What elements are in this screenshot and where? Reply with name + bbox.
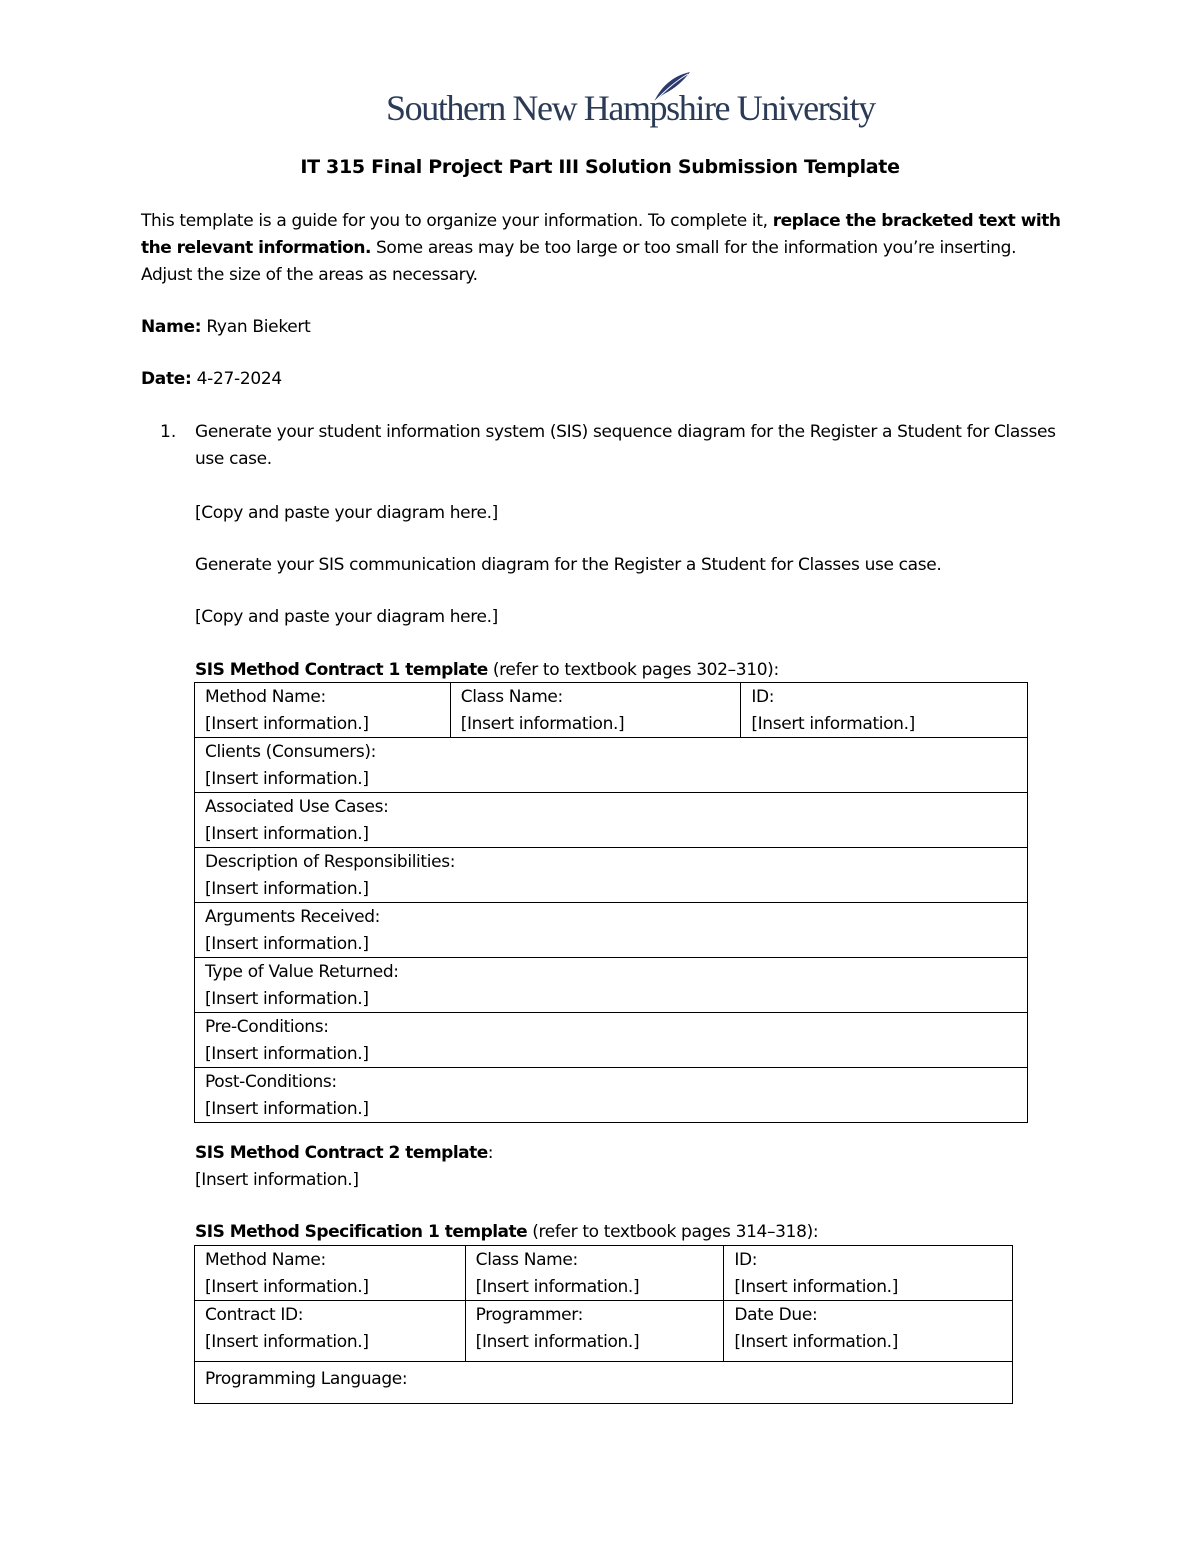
class-name-value[interactable]: [Insert information.]	[460, 713, 625, 734]
table-row	[195, 1301, 1013, 1362]
method-specification-1-table	[194, 1245, 1013, 1404]
clients-value[interactable]: [Insert information.]	[205, 768, 369, 789]
clients-cell[interactable]	[195, 738, 1028, 793]
table-row	[195, 1362, 1013, 1404]
contract2-heading-bold: SIS Method Contract 2 template	[195, 1143, 488, 1163]
spec1-heading-rest: (refer to textbook pages 314–318):	[527, 1222, 819, 1242]
id-label: ID:	[751, 687, 775, 707]
date-due-value[interactable]: [Insert information.]	[734, 1331, 898, 1352]
item1-prompt-2: Generate your SIS communication diagram for the Register a Student for Classes use case.	[195, 555, 942, 575]
intro-text-1: This template is a guide for you to organize your information. To complete it,	[141, 211, 773, 231]
spec-class-name-cell[interactable]	[465, 1246, 724, 1301]
contract1-heading-bold: SIS Method Contract 1 template	[195, 660, 488, 680]
list-item-number: 1.	[160, 422, 177, 442]
use-cases-value[interactable]: [Insert information.]	[205, 823, 369, 844]
table-row	[195, 958, 1028, 1013]
name-field	[141, 314, 311, 341]
return-type-cell[interactable]	[195, 958, 1028, 1013]
date-due-label: Date Due:	[734, 1305, 818, 1325]
spec1-heading	[195, 1219, 1065, 1246]
table-row	[195, 683, 1028, 738]
table-row	[195, 903, 1028, 958]
spec-class-name-value[interactable]: [Insert information.]	[475, 1276, 640, 1297]
contract2-placeholder[interactable]: [Insert information.]	[195, 1170, 359, 1190]
name-value[interactable]: Ryan Biekert	[201, 317, 311, 337]
table-row	[195, 1068, 1028, 1123]
table-row	[195, 793, 1028, 848]
return-type-value[interactable]: [Insert information.]	[205, 988, 369, 1009]
programmer-label: Programmer:	[475, 1305, 583, 1325]
spec-id-value[interactable]: [Insert information.]	[734, 1276, 898, 1297]
post-conditions-cell[interactable]	[195, 1068, 1028, 1123]
method-contract-1-table	[194, 682, 1028, 1123]
contract-id-value[interactable]: [Insert information.]	[205, 1331, 369, 1352]
item1-prompt: Generate your student information system (SIS) sequence diagram for the Register a Student for Classes use case.	[195, 422, 1056, 469]
intro-bold-instruction: replace the bracketed text with the relevant information.	[141, 211, 1061, 258]
diagram-placeholder-1[interactable]: [Copy and paste your diagram here.]	[195, 503, 498, 523]
spec-method-name-label: Method Name:	[205, 1250, 326, 1270]
spec-method-name-value[interactable]: [Insert information.]	[205, 1276, 369, 1297]
date-label: Date:	[141, 369, 192, 389]
date-due-cell[interactable]	[724, 1301, 1013, 1362]
diagram-placeholder-2[interactable]: [Copy and paste your diagram here.]	[195, 607, 498, 627]
pre-conditions-cell[interactable]	[195, 1013, 1028, 1068]
pre-conditions-value[interactable]: [Insert information.]	[205, 1043, 369, 1064]
spec1-heading-bold: SIS Method Specification 1 template	[195, 1222, 528, 1242]
responsibilities-cell[interactable]	[195, 848, 1028, 903]
spec-class-name-label: Class Name:	[475, 1250, 578, 1270]
programmer-value[interactable]: [Insert information.]	[475, 1331, 640, 1352]
programming-language-label: Programming Language:	[205, 1369, 408, 1389]
university-logo	[386, 70, 875, 134]
method-name-cell[interactable]	[195, 683, 451, 738]
id-cell[interactable]	[741, 683, 1028, 738]
responsibilities-value[interactable]: [Insert information.]	[205, 878, 369, 899]
class-name-label: Class Name:	[460, 687, 563, 707]
table-row	[195, 848, 1028, 903]
programmer-cell[interactable]	[465, 1301, 724, 1362]
method-name-value[interactable]: [Insert information.]	[205, 713, 369, 734]
use-cases-cell[interactable]	[195, 793, 1028, 848]
spec-id-label: ID:	[734, 1250, 758, 1270]
contract1-heading	[195, 657, 1065, 684]
date-field	[141, 366, 282, 393]
table-row	[195, 1246, 1013, 1301]
contract-id-cell[interactable]	[195, 1301, 466, 1362]
table-row	[195, 1013, 1028, 1068]
document-title: IT 315 Final Project Part III Solution Submission Template	[300, 156, 900, 178]
date-value[interactable]: 4-27-2024	[191, 369, 282, 389]
method-name-label: Method Name:	[205, 687, 326, 707]
responsibilities-label: Description of Responsibilities:	[205, 852, 456, 872]
post-conditions-value[interactable]: [Insert information.]	[205, 1098, 369, 1119]
programming-language-cell[interactable]	[195, 1362, 1013, 1404]
clients-label: Clients (Consumers):	[205, 742, 377, 762]
intro-text-2: Some areas may be too large or too small for the information you’re inserting. Adjust the size of the areas as necessary.	[141, 238, 1017, 285]
arguments-value[interactable]: [Insert information.]	[205, 933, 369, 954]
arguments-cell[interactable]	[195, 903, 1028, 958]
post-conditions-label: Post-Conditions:	[205, 1072, 337, 1092]
spec-method-name-cell[interactable]	[195, 1246, 466, 1301]
logo-wordmark: Southern New Hampshire University	[386, 88, 875, 128]
table-row	[195, 738, 1028, 793]
return-type-label: Type of Value Returned:	[205, 962, 399, 982]
contract2-heading-rest: :	[487, 1143, 494, 1163]
contract2-heading	[195, 1140, 1065, 1167]
pre-conditions-label: Pre-Conditions:	[205, 1017, 329, 1037]
id-value[interactable]: [Insert information.]	[751, 713, 915, 734]
contract1-heading-rest: (refer to textbook pages 302–310):	[487, 660, 779, 680]
class-name-cell[interactable]	[450, 683, 741, 738]
spec-id-cell[interactable]	[724, 1246, 1013, 1301]
name-label: Name:	[141, 317, 202, 337]
use-cases-label: Associated Use Cases:	[205, 797, 389, 817]
arguments-label: Arguments Received:	[205, 907, 381, 927]
contract-id-label: Contract ID:	[205, 1305, 304, 1325]
intro-paragraph	[141, 208, 1071, 289]
